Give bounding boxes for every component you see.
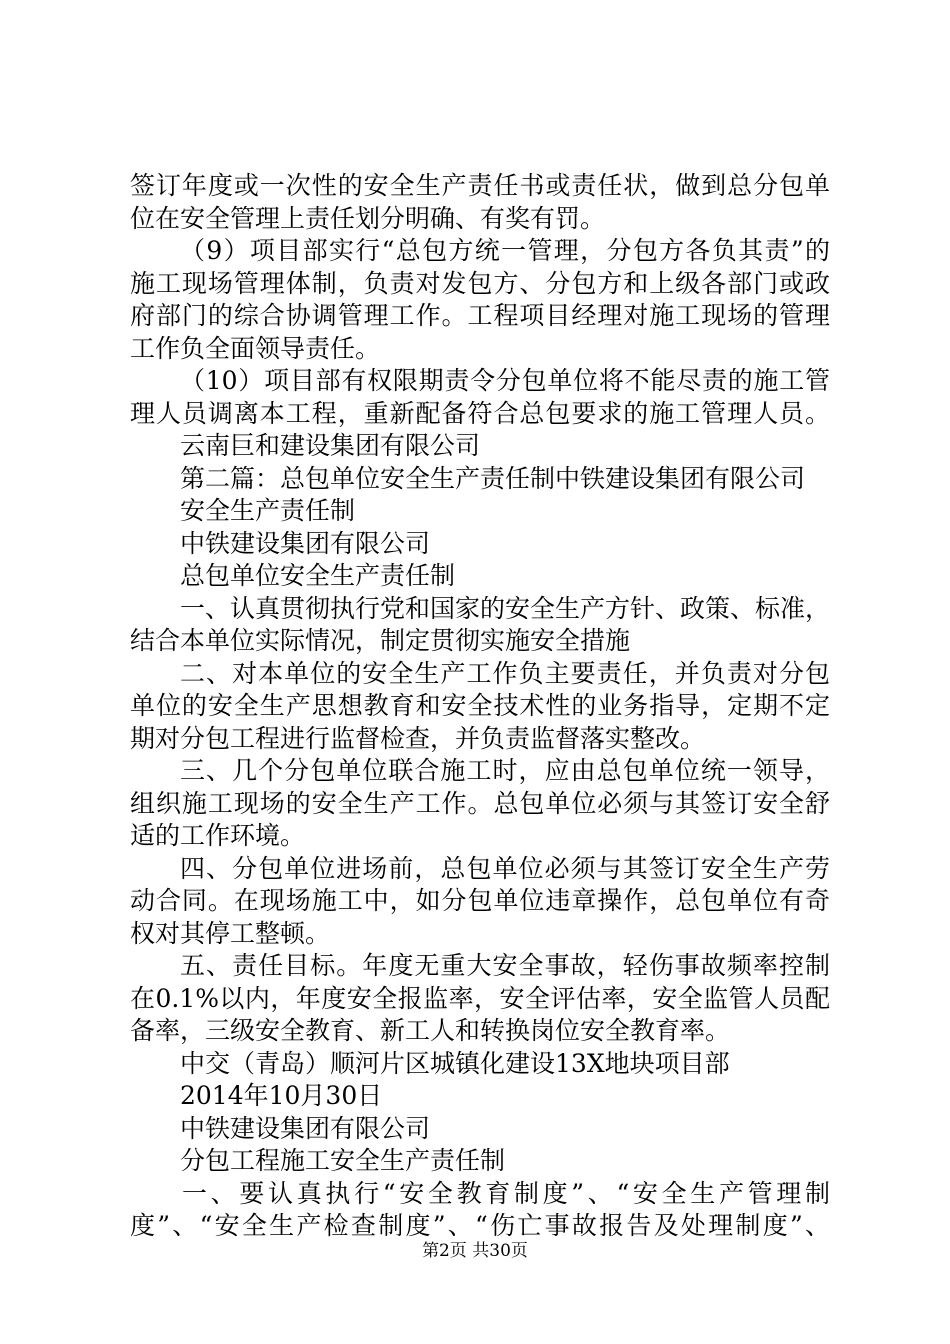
text-line: 分包工程施工安全生产责任制 <box>180 1146 506 1175</box>
text-line: 施工现场管理体制，负责对发包方、分包方和上级各部门或政 <box>130 268 830 298</box>
text-line: 适的工作环境。 <box>130 821 306 850</box>
text-line: 组织施工现场的安全生产工作。总包单位必须与其签订安全舒 <box>130 788 830 818</box>
text-line: 云南巨和建设集团有限公司 <box>180 431 481 460</box>
date-line: 2014年10月30日 <box>180 1081 383 1110</box>
text-line: 签订年度或一次性的安全生产责任书或责任状，做到总分包单 <box>130 171 830 200</box>
text-line: 备率，三级安全教育、新工人和转换岗位安全教育率。 <box>130 1016 731 1045</box>
section-heading: 第二篇：总包单位安全生产责任制中铁建设集团有限公司 <box>180 463 806 493</box>
text-line: 单位的安全生产思想教育和安全技术性的业务指导，定期不定 <box>130 691 830 720</box>
text-line: 位在安全管理上责任划分明确、有奖有罚。 <box>130 203 606 233</box>
text-line: 权对其停工整顿。 <box>130 918 331 948</box>
text-line: 总包单位安全生产责任制 <box>180 561 456 590</box>
text-line: （9）项目部实行“总包方统一管理，分包方各负其责”的 <box>180 236 830 265</box>
text-line: 度”、“安全生产检查制度”、“伤亡事故报告及处理制度”、 <box>130 1211 830 1240</box>
page-number: 第2页 共30页 <box>422 1241 528 1261</box>
text-line: 三、几个分包单位联合施工时，应由总包单位统一领导， <box>180 756 830 785</box>
text-line: 五、责任目标。年度无重大安全事故，轻伤事故频率控制 <box>180 951 830 980</box>
text-line: 中铁建设集团有限公司 <box>180 528 431 558</box>
text-line: 期对分包工程进行监督检查，并负责监督落实整改。 <box>130 723 706 753</box>
text-line: 中铁建设集团有限公司 <box>180 1113 431 1143</box>
text-line: 安全生产责任制 <box>180 496 356 525</box>
document-body <box>130 170 830 1243</box>
text-line: （10）项目部有权限期责令分包单位将不能尽责的施工管 <box>180 366 830 395</box>
text-line: 结合本单位实际情况，制定贯彻实施安全措施 <box>130 626 631 655</box>
text-line: 中交（青岛）顺河片区城镇化建设13X地块项目部 <box>180 1048 730 1078</box>
text-line: 一、要认真执行“安全教育制度”、“安全生产管理制 <box>182 1178 830 1208</box>
text-line: 四、分包单位进场前，总包单位必须与其签订安全生产劳 <box>180 853 830 883</box>
text-line: 动合同。在现场施工中，如分包单位违章操作，总包单位有奇 <box>130 886 830 915</box>
text-line: 一、认真贯彻执行党和国家的安全生产方针、政策、标准， <box>180 593 831 623</box>
text-line: 府部门的综合协调管理工作。工程项目经理对施工现场的管理 <box>130 301 830 330</box>
text-line: 工作负全面领导责任。 <box>130 333 381 363</box>
text-line: 理人员调离本工程，重新配备符合总包要求的施工管理人员。 <box>130 398 830 428</box>
text-line: 二、对本单位的安全生产工作负主要责任，并负责对分包 <box>180 658 830 688</box>
text-line: 在0.1%以内，年度安全报监率，安全评估率，安全监管人员配 <box>130 983 830 1013</box>
